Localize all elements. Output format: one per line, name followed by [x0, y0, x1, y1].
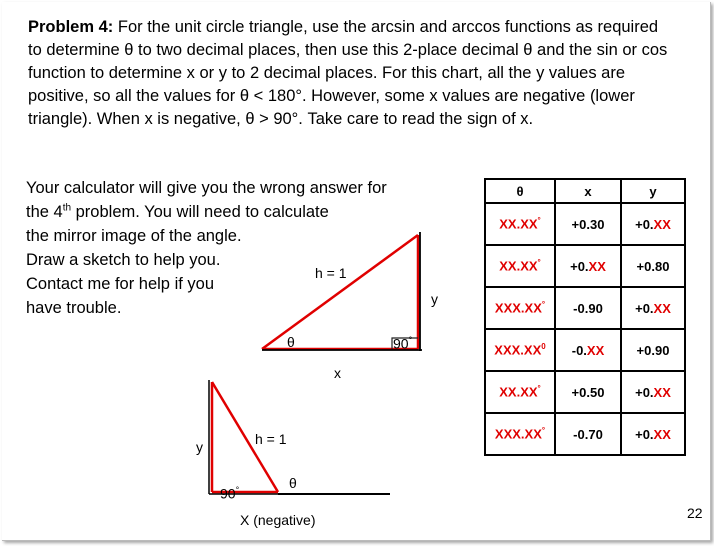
- bottom-opp-label: y: [196, 439, 203, 455]
- cell-x: -0.90: [555, 287, 621, 329]
- cell-y: +0.XX: [621, 371, 685, 413]
- slide: [2, 2, 711, 541]
- cell-x: -0.XX: [555, 329, 621, 371]
- top-hyp-label: h = 1: [315, 265, 347, 281]
- cell-theta: XX.XX°: [485, 245, 555, 287]
- note-line-2: the 4th problem. You will need to calculate: [26, 202, 329, 221]
- cell-y: +0.90: [621, 329, 685, 371]
- note-line-4: Draw a sketch to help you.: [26, 251, 221, 269]
- cell-theta: $XXX.XX^0$: [485, 329, 555, 371]
- top-opp-label: y: [431, 291, 438, 307]
- table-row: [485, 329, 685, 371]
- top-adj-label: x: [334, 365, 341, 381]
- bottom-adj-label: X (negative): [240, 512, 316, 528]
- note-line-1: Your calculator will give you the wrong answer for: [26, 179, 387, 197]
- table-row: [485, 413, 685, 455]
- cell-theta: XXX.XX°: [485, 413, 555, 455]
- cell-y: +0.80: [621, 245, 685, 287]
- table-row: [485, 371, 685, 413]
- bottom-triangle: [209, 380, 390, 494]
- header-theta: θ: [485, 179, 555, 203]
- cell-x: +0.XX: [555, 245, 621, 287]
- cell-y: +0.XX: [621, 203, 685, 245]
- page-number: 22: [687, 505, 703, 521]
- cell-x: +0.30: [555, 203, 621, 245]
- note-line-3: the mirror image of the angle.: [26, 227, 242, 245]
- bottom-angle-label: θ: [289, 475, 297, 491]
- table-header-row: [485, 179, 685, 203]
- header-y: y: [621, 179, 685, 203]
- note-line-6: have trouble.: [26, 299, 122, 317]
- cell-y: +0.XX: [621, 413, 685, 455]
- top-angle-label: θ: [287, 334, 295, 350]
- table-row: [485, 245, 685, 287]
- cell-theta: XX.XX°: [485, 371, 555, 413]
- table-row: [485, 203, 685, 245]
- answer-table: [484, 178, 686, 456]
- cell-x: -0.70: [555, 413, 621, 455]
- table-row: [485, 287, 685, 329]
- cell-theta: XX.XX°: [485, 203, 555, 245]
- cell-y: +0.XX: [621, 287, 685, 329]
- bottom-hyp-label: h = 1: [255, 431, 287, 447]
- cell-theta: XXX.XX°: [485, 287, 555, 329]
- top-right-angle-label: 90°: [393, 335, 413, 352]
- problem-heading: Problem 4:: [28, 18, 114, 36]
- header-x: x: [555, 179, 621, 203]
- problem-text: For the unit circle triangle, use the arcsin and arccos functions as required to determine θ to two decimal places, then use this 2-place decimal θ and the sin or cos function to determine x or y to 2 decimal places. For this chart, all the y values are positive, so all the values for θ < 180°. However, some x values are negative (lower triangle). When x is negative, θ > 90°. Take care to read the sign of x.: [28, 18, 668, 128]
- note-line-5: Contact me for help if you: [26, 275, 215, 293]
- bottom-right-angle-label: 90°: [220, 485, 240, 502]
- cell-x: +0.50: [555, 371, 621, 413]
